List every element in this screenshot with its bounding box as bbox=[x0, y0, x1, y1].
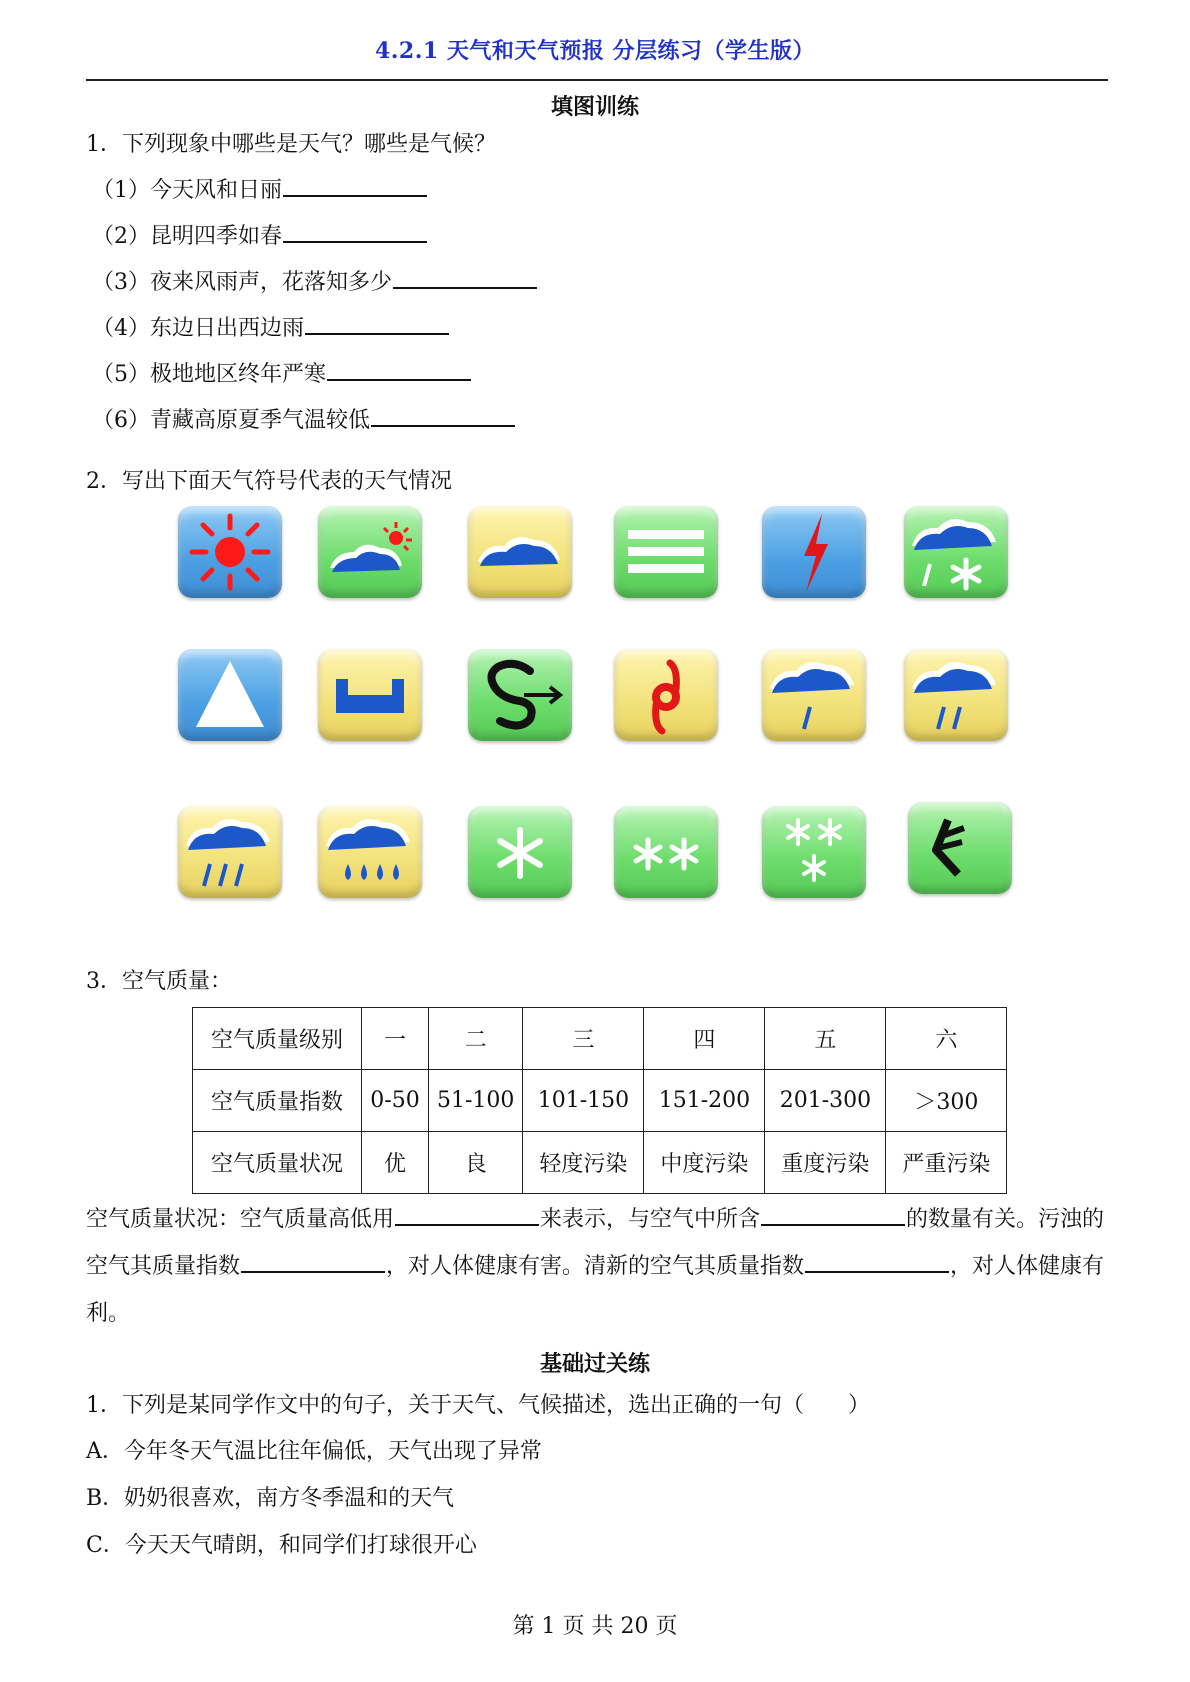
answer-blank[interactable] bbox=[327, 357, 471, 381]
question-1-item-6: （6）青藏高原夏季气温较低 bbox=[92, 403, 516, 436]
mc-option-c[interactable]: C．今天天气晴朗，和同学们打球很开心 bbox=[86, 1533, 477, 1558]
question-1-item-4: （4）东边日出西边雨 bbox=[92, 311, 450, 344]
table-cell: 51-100 bbox=[429, 1070, 523, 1132]
header-divider bbox=[86, 79, 1108, 81]
section-title-fill-map: 填图训练 bbox=[550, 94, 639, 120]
mc-question-1-prompt: 1．下列是某同学作文中的句子，关于天气、气候描述，选出正确的一句（ ） bbox=[86, 1393, 870, 1418]
table-cell: 一 bbox=[362, 1008, 429, 1070]
answer-blank[interactable] bbox=[283, 219, 427, 243]
moderate-rain-icon bbox=[904, 649, 1008, 741]
table-row bbox=[193, 1070, 1007, 1132]
table-cell: 空气质量指数 bbox=[193, 1070, 362, 1132]
overcast-icon bbox=[468, 506, 572, 598]
table-cell: 轻度污染 bbox=[523, 1132, 644, 1194]
table-cell: 空气质量状况 bbox=[193, 1132, 362, 1194]
answer-blank[interactable] bbox=[761, 1202, 905, 1226]
light-rain-icon bbox=[762, 649, 866, 741]
fog-icon bbox=[614, 506, 718, 598]
table-cell: 五 bbox=[765, 1008, 886, 1070]
table-cell: 良 bbox=[429, 1132, 523, 1194]
answer-blank[interactable] bbox=[305, 311, 449, 335]
table-cell: 201-300 bbox=[765, 1070, 886, 1132]
question-3-prompt: 3．空气质量： bbox=[86, 969, 232, 994]
table-cell: 中度污染 bbox=[644, 1132, 765, 1194]
table-cell: 重度污染 bbox=[765, 1132, 886, 1194]
table-cell: 0-50 bbox=[362, 1070, 429, 1132]
typhoon-icon bbox=[614, 649, 718, 741]
lightning-icon bbox=[762, 506, 866, 598]
air-quality-table bbox=[192, 1007, 1007, 1194]
question-2-prompt: 2．写出下面天气符号代表的天气情况 bbox=[86, 469, 452, 494]
partly-cloudy-icon bbox=[318, 506, 422, 598]
table-cell: ＞300 bbox=[886, 1070, 1007, 1132]
air-quality-paragraph: 空气质量状况：空气质量高低用 来表示，与空气中所含 的数量有关。污浊的空气其质量指数 ，对人体健康有害。清新的空气其质量指数 ，对人体健康有利。 bbox=[86, 1196, 1110, 1337]
sun-icon bbox=[178, 506, 282, 598]
section-title-basic-practice: 基础过关练 bbox=[539, 1351, 650, 1377]
question-1-item-5: （5）极地地区终年严寒 bbox=[92, 357, 472, 390]
table-row bbox=[193, 1132, 1007, 1194]
table-cell: 三 bbox=[523, 1008, 644, 1070]
table-cell: 优 bbox=[362, 1132, 429, 1194]
light-snow-icon bbox=[468, 806, 572, 898]
answer-blank[interactable] bbox=[805, 1249, 949, 1273]
heavy-rain-icon bbox=[178, 806, 282, 898]
hail-icon bbox=[178, 649, 282, 741]
table-row bbox=[193, 1008, 1007, 1070]
table-cell: 101-150 bbox=[523, 1070, 644, 1132]
sleet-icon bbox=[904, 506, 1008, 598]
heavy-snow-icon bbox=[762, 806, 866, 898]
sandstorm-icon bbox=[468, 649, 572, 741]
page-number: 第 1 页 共 20 页 bbox=[512, 1614, 678, 1639]
table-cell: 六 bbox=[886, 1008, 1007, 1070]
dust-icon bbox=[318, 649, 422, 741]
question-1-item-1: （1）今天风和日丽 bbox=[92, 173, 428, 206]
mc-option-b[interactable]: B．奶奶很喜欢，南方冬季温和的天气 bbox=[86, 1486, 455, 1511]
question-1-prompt: 1．下列现象中哪些是天气？哪些是气候？ bbox=[86, 132, 496, 157]
moderate-snow-icon bbox=[614, 806, 718, 898]
question-1-item-3: （3）夜来风雨声，花落知多少 bbox=[92, 265, 538, 298]
answer-blank[interactable] bbox=[371, 403, 515, 427]
answer-blank[interactable] bbox=[393, 265, 537, 289]
table-cell: 严重污染 bbox=[886, 1132, 1007, 1194]
mc-option-a[interactable]: A．今年冬天气温比往年偏低，天气出现了异常 bbox=[86, 1439, 542, 1464]
table-cell: 四 bbox=[644, 1008, 765, 1070]
strong-wind-icon bbox=[908, 802, 1012, 894]
table-cell: 二 bbox=[429, 1008, 523, 1070]
answer-blank[interactable] bbox=[283, 173, 427, 197]
page-title: 4.2.1 天气和天气预报 分层练习（学生版） bbox=[374, 38, 816, 64]
table-cell: 空气质量级别 bbox=[193, 1008, 362, 1070]
rainstorm-icon bbox=[318, 806, 422, 898]
answer-blank[interactable] bbox=[241, 1249, 385, 1273]
answer-blank[interactable] bbox=[395, 1202, 539, 1226]
table-cell: 151-200 bbox=[644, 1070, 765, 1132]
question-1-item-2: （2）昆明四季如春 bbox=[92, 219, 428, 252]
